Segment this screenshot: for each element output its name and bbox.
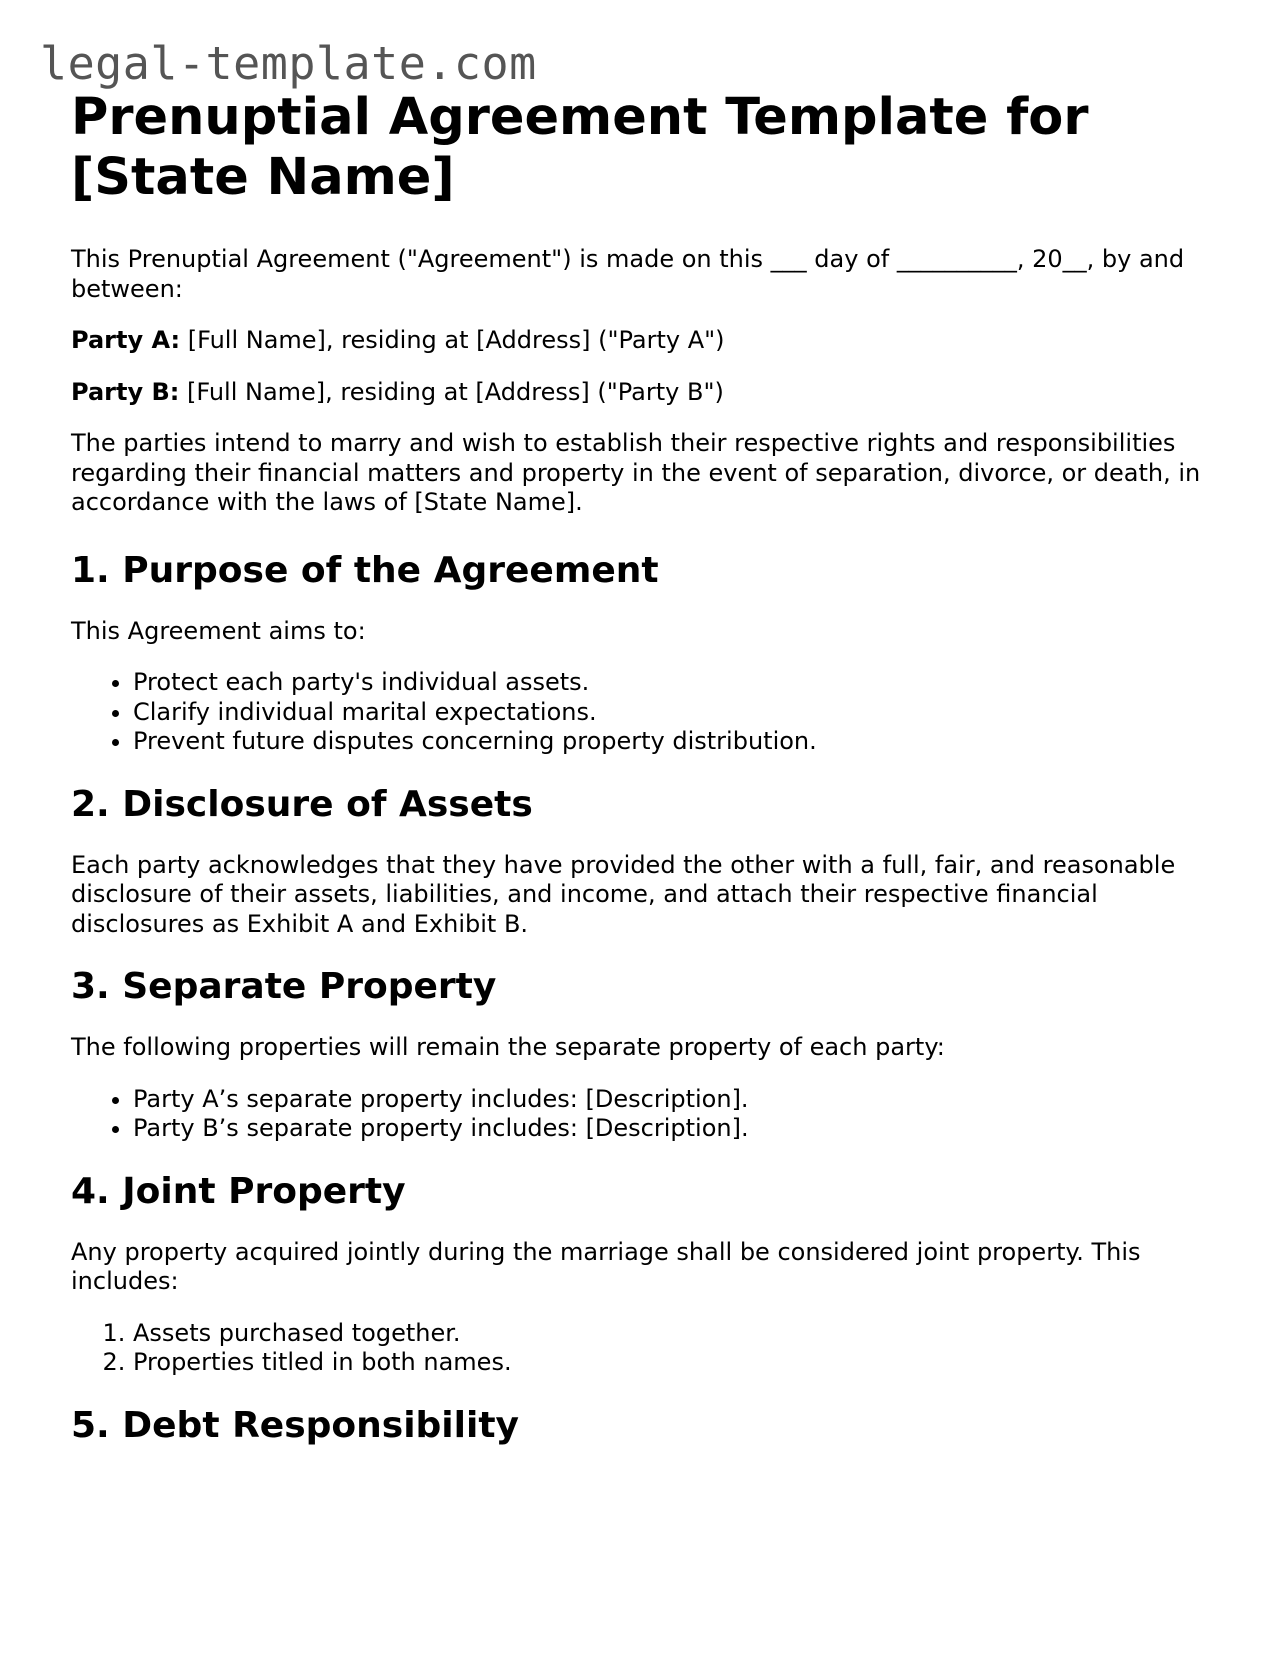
party-a-label: Party A:: [71, 326, 181, 354]
list-item: • Protect each party's individual assets.: [133, 668, 1221, 698]
section-text-joint-property: Any property acquired jointly during the marriage shall be considered joint property. This includes:: [71, 1237, 1141, 1295]
list-item: • Party B’s separate property includes: [Description].: [133, 1114, 1221, 1144]
section-text-separate-property: The following properties will remain the separate property of each party:: [71, 1033, 945, 1061]
party-b-line: [71, 378, 1221, 408]
joint-property-list: [71, 1319, 1221, 1378]
section-text-purpose: This Agreement aims to:: [71, 616, 366, 645]
document-body: [71, 88, 1221, 1448]
purpose-list: [71, 668, 1221, 757]
list-item: • Party A’s separate property includes: [Description].: [133, 1085, 1221, 1115]
section-heading-joint-property: 4. Joint Property: [71, 1170, 406, 1212]
list-item: • Prevent future disputes concerning property distribution.: [133, 727, 1221, 757]
party-b-details: [Full Name], residing at [Address] ("Party B"): [179, 377, 724, 406]
party-b-label: Party B:: [71, 377, 180, 406]
list-item: 2. Properties titled in both names.: [133, 1348, 1221, 1378]
party-a-details: [Full Name], residing at [Address] ("Party A"): [180, 326, 725, 354]
section-heading-debt-responsibility: 5. Debt Responsibility: [71, 1404, 519, 1446]
separate-property-list: [71, 1085, 1221, 1144]
document-title: Prenuptial Agreement Template for [State Name]: [71, 88, 1089, 207]
section-heading-purpose: 1. Purpose of the Agreement: [71, 549, 659, 591]
list-item: 1. Assets purchased together.: [133, 1319, 1221, 1349]
watermark: legal-template.com: [40, 37, 537, 90]
section-text-disclosure: Each party acknowledges that they have provided the other with a full, fair, and reasonable disclosure of their assets, liabilities, and income, and attach their respective financial disclosures as Exhibit A and Exhibit B.: [71, 850, 1176, 938]
party-a-line: [71, 326, 1221, 356]
intro-paragraph: This Prenuptial Agreement ("Agreement") is made on this ___ day of __________, 20__, by and between:: [71, 245, 1185, 303]
list-item: • Clarify individual marital expectations.: [133, 698, 1221, 728]
purpose-statement: The parties intend to marry and wish to establish their respective rights and responsibilities regarding their financial matters and property in the event of separation, divorce, or death, in accordance with the laws of [State Name].: [71, 429, 1201, 516]
section-heading-disclosure: 2. Disclosure of Assets: [71, 783, 533, 825]
section-heading-separate-property: 3. Separate Property: [71, 966, 497, 1007]
